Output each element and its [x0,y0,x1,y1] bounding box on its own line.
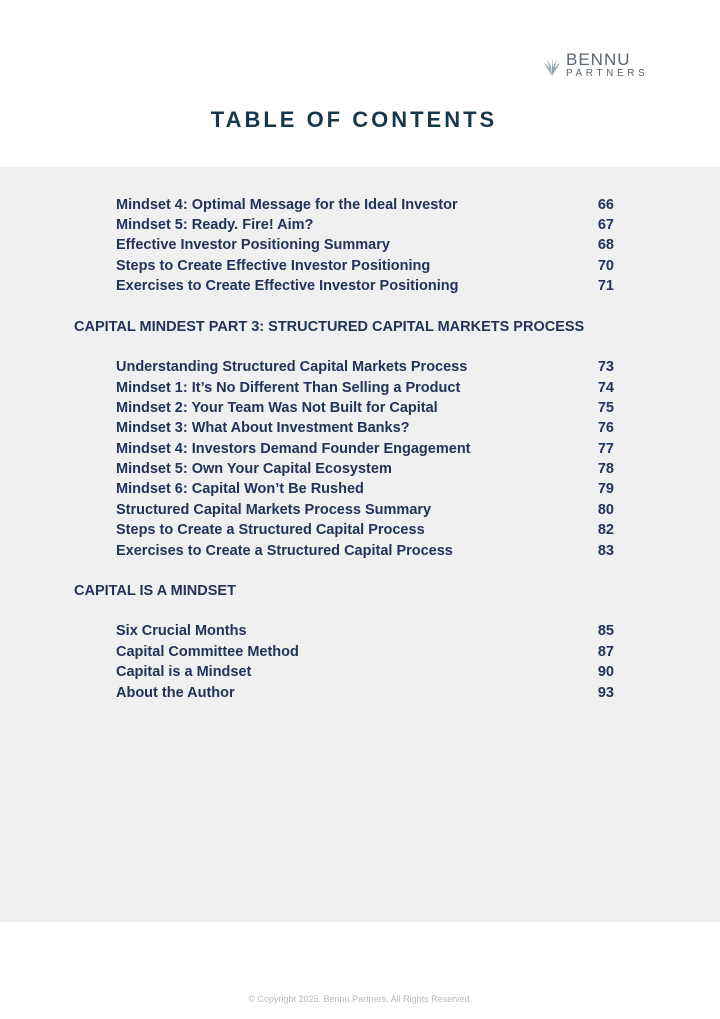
toc-entry-title: Structured Capital Markets Process Summary [116,502,432,518]
toc-entry[interactable] [116,439,614,459]
toc-entry-page-number: 87 [597,644,614,660]
toc-entry[interactable] [116,662,614,682]
toc-entry-title: Mindset 5: Own Your Capital Ecosystem [116,461,392,477]
toc-entry-page-number: 70 [597,258,614,274]
toc-entry-title: Six Crucial Months [116,623,247,639]
toc-entry-title: Mindset 2: Your Team Was Not Built for Capital [116,400,438,416]
toc-entry-page-number: 75 [597,400,614,416]
toc-entry-title: Mindset 5: Ready. Fire! Aim? [116,217,314,233]
toc-entry-title: Mindset 4: Investors Demand Founder Engagement [116,441,471,457]
toc-entry-page-number: 82 [597,522,614,538]
toc-entry-page-number: 78 [597,461,614,477]
toc-section-heading: CAPITAL MINDEST PART 3: STRUCTURED CAPITAL MARKETS PROCESS [74,319,585,335]
bennu-partners-logo [540,50,660,82]
toc-entry-title: Mindset 4: Optimal Message for the Ideal Investor [116,197,458,213]
toc-entry[interactable] [116,621,614,641]
toc-entry-title: Capital Committee Method [116,644,299,660]
toc-entry[interactable] [116,418,614,438]
toc-entry[interactable] [116,276,614,296]
toc-entry[interactable] [116,215,614,235]
toc-entry[interactable] [116,378,614,398]
toc-entry-page-number: 71 [597,278,614,294]
toc-entry[interactable] [116,683,614,703]
copyright-footer: © Copyright 2025. Bennu Partners. All Rights Reserved [248,994,470,1004]
toc-entry-title: Capital is a Mindset [116,664,252,680]
toc-entry[interactable] [116,195,614,215]
toc-entry-title: Mindset 6: Capital Won’t Be Rushed [116,481,364,497]
toc-section-heading: CAPITAL IS A MINDSET [74,583,236,599]
toc-entry-page-number: 79 [597,481,614,497]
toc-entry[interactable] [116,459,614,479]
toc-entry[interactable] [116,235,614,255]
toc-entry[interactable] [116,357,614,377]
toc-entry-title: Steps to Create Effective Investor Positioning [116,258,431,274]
toc-entry[interactable] [116,520,614,540]
toc-entry-title: About the Author [116,685,235,701]
toc-entry[interactable] [116,256,614,276]
toc-entry[interactable] [116,398,614,418]
toc-entry-title: Understanding Structured Capital Markets Process [116,359,468,375]
toc-entry-title: Effective Investor Positioning Summary [116,237,390,253]
toc-entry-title: Mindset 1: It’s No Different Than Selling a Product [116,380,461,396]
toc-entry-page-number: 80 [597,502,614,518]
toc-entry-page-number: 73 [597,359,614,375]
logo-tagline-text: PARTNERS [566,68,649,79]
toc-entry-page-number: 83 [597,543,614,559]
toc-entry-page-number: 77 [597,441,614,457]
toc-entry-title: Steps to Create a Structured Capital Process [116,522,425,538]
toc-entry[interactable] [116,642,614,662]
toc-entry-title: Exercises to Create Effective Investor Positioning [116,278,459,294]
toc-entry[interactable] [116,479,614,499]
logo-brand-text: BENNU [566,50,631,69]
toc-entry[interactable] [116,500,614,520]
toc-entry[interactable] [116,541,614,561]
toc-entry-page-number: 67 [597,217,614,233]
toc-entry-page-number: 66 [597,197,614,213]
toc-entry-page-number: 68 [597,237,614,253]
toc-entry-page-number: 76 [597,420,614,436]
toc-entry-title: Mindset 3: What About Investment Banks? [116,420,410,436]
wing-icon [540,54,564,78]
toc-entry-title: Exercises to Create a Structured Capital Process [116,543,453,559]
page-title: TABLE OF CONTENTS [210,107,498,132]
toc-entry-page-number: 85 [597,623,614,639]
toc-entry-page-number: 93 [597,685,614,701]
toc-entry-page-number: 74 [597,380,614,396]
toc-entry-page-number: 90 [597,664,614,680]
